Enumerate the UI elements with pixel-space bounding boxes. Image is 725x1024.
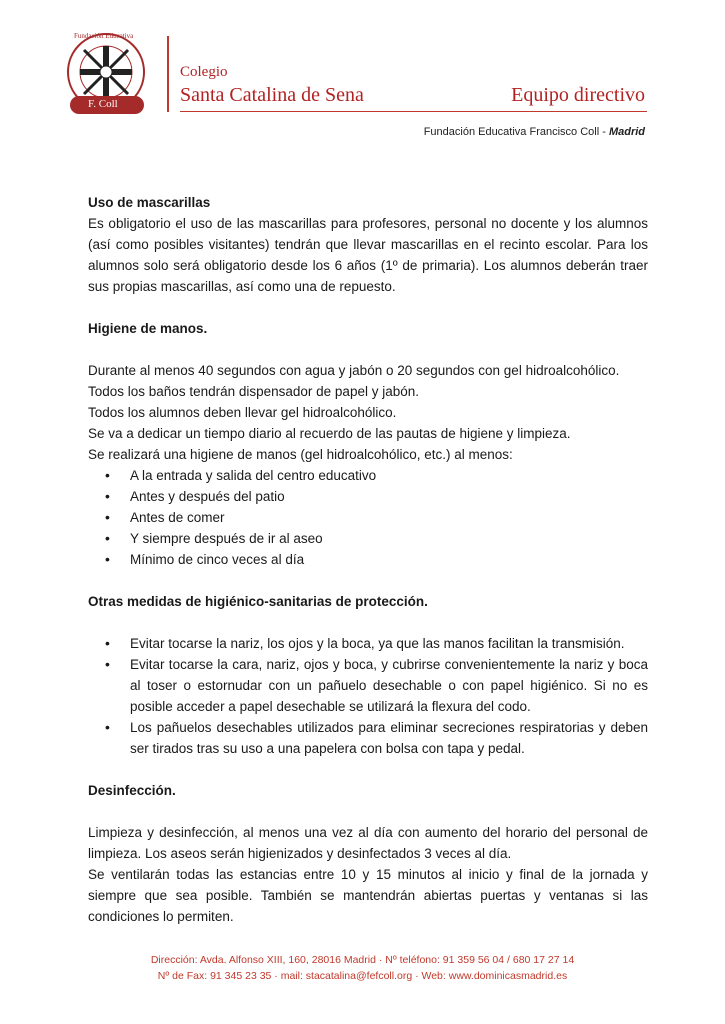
list-item: • Antes de comer [130,507,648,528]
footer-address: Dirección: Avda. Alfonso XIII, 160, 28016 Madrid · Nº teléfono: 91 359 56 04 / 680 17 27 14 [150,954,575,966]
hands-title: Higiene de manos. [88,321,208,336]
school-name: Santa Catalina de Sena [180,84,364,106]
footer-contact: Nº de Fax: 91 345 23 35 · mail: stacatalina@fefcoll.org · Web: www.dominicasmadrid.es [157,970,568,982]
team-label: Equipo directivo [511,84,645,106]
list-item: • Antes y después del patio [130,486,648,507]
logo-text-bottom: F. Coll [88,98,118,110]
disinfection-paragraph-2: Se ventilarán todas las estancias entre 10 y 15 minutos al inicio y final de la jornada y siempre que sea posible. También se mantendrán abiertas puertas y ventanas si las condiciones lo permiten. [88,867,648,924]
page-footer [0,952,725,984]
list-item: • Evitar tocarse la cara, nariz, ojos y boca, y cubrirse convenientemente la nariz y boca al toser o estornudar con un pañuelo desechable o con papel higiénico. Si no es posible acceder a papel desechable se utilizará la flexura del codo. [130,654,648,717]
foundation-line [424,126,645,138]
hands-line: Se va a dedicar un tiempo diario al recuerdo de las pautas de higiene y limpieza. [88,426,571,441]
header-divider-vertical [167,36,169,112]
colegio-label: Colegio [180,64,228,80]
hands-line: Todos los baños tendrán dispensador de papel y jabón. [88,384,419,399]
foundation-city: Madrid [608,126,645,138]
header-divider-horizontal [180,111,647,112]
other-title: Otras medidas de higiénico-sanitarias de protección. [88,594,428,609]
list-item: • Mínimo de cinco veces al día [130,549,648,570]
foundation-prefix: Fundación Educativa Francisco Coll - [423,126,609,138]
masks-text: Es obligatorio el uso de las mascarillas para profesores, personal no docente y los alumnos (así como posibles visitantes) tendrán que llevar mascarillas en el recinto escolar. Para los alumnos solo será obligatorio desde los 6 años (1º de primaria). Los alumnos deberán traer sus propias mascarillas, así como una de repuesto. [88,216,648,294]
other-bullet-list [88,633,648,759]
list-item: • Los pañuelos desechables utilizados para eliminar secreciones respiratorias y deben ser tirados tras su uso a una papelera con bolsa con tapa y pedal. [130,717,648,759]
list-item: • Evitar tocarse la nariz, los ojos y la boca, ya que las manos facilitan la transmisión. [130,633,648,654]
list-item: • A la entrada y salida del centro educativo [130,465,648,486]
hands-bullet-list [88,465,648,570]
hands-line: Todos los alumnos deben llevar gel hidroalcohólico. [88,405,397,420]
document-body [88,192,648,927]
disinfection-title: Desinfección. [88,783,176,798]
foundation-logo [60,30,160,118]
masks-title: Uso de mascarillas [88,195,211,210]
disinfection-paragraph-1: Limpieza y desinfección, al menos una vez al día con aumento del horario del personal de limpieza. Los aseos serán higienizados y desinfectados 3 veces al día. [88,825,648,861]
list-item: • Y siempre después de ir al aseo [130,528,648,549]
hands-line: Durante al menos 40 segundos con agua y jabón o 20 segundos con gel hidroalcohólico. [88,363,620,378]
hands-line: Se realizará una higiene de manos (gel hidroalcohólico, etc.) al menos: [88,447,513,462]
logo-text-top: Fundación Educativa [74,32,134,40]
